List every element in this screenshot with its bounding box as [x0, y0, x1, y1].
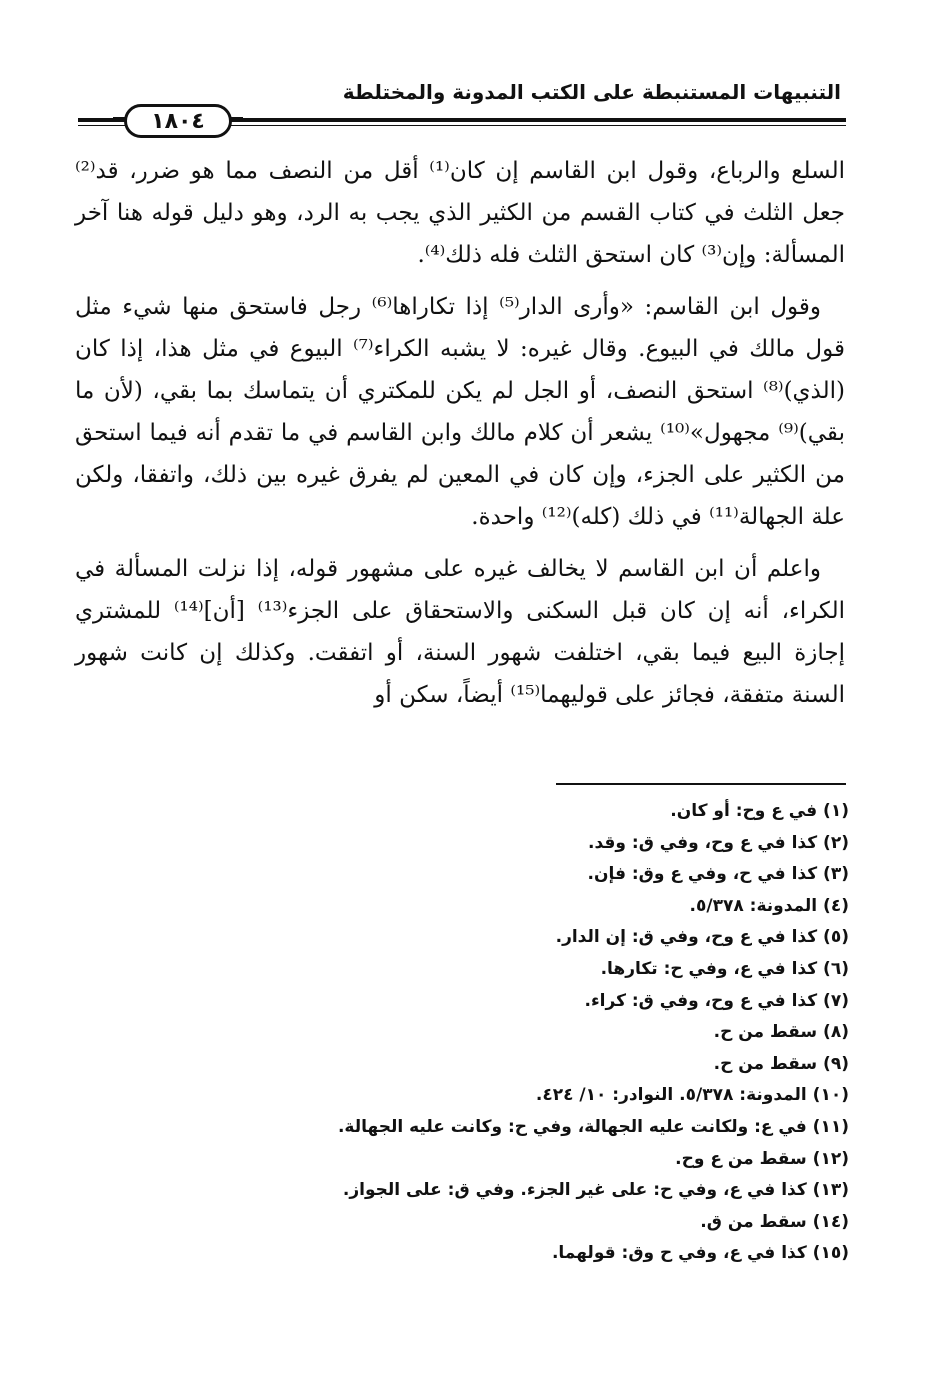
footnote-separator	[556, 783, 846, 785]
paragraph-3: واعلم أن ابن القاسم لا يخالف غيره على مشهور قوله، إذا نزلت المسألة في الكراء، أنه إن كان قبل السكنى والاستحقاق على الجزء⁽¹³⁾ [أن]⁽¹⁴⁾ للمشتري إجازة البيع فيما بقي، اختلفت شهور السنة، أو اتفقت. وكذلك إن كانت شهور السنة متفقة، فجائز على قوليهما⁽¹⁵⁾ أيضاً، سكن أو	[75, 556, 845, 708]
page-number-ornament-left	[113, 117, 125, 120]
footnote-3: (٣) كذا في ح، وفي ع وق: فإن.	[587, 864, 849, 885]
footnotes	[149, 796, 849, 1270]
footnote-7: (٧) كذا في ع وح، وفي ق: كراء.	[584, 990, 849, 1011]
page-number: ١٨٠٤	[151, 108, 205, 134]
footnote-2: (٢) كذا في ع وح، وفي ق: وقد.	[588, 832, 849, 853]
footnote-8: (٨) سقط من ح.	[713, 1022, 849, 1043]
footnote-6: (٦) كذا في ع، وفي ح: تكارها.	[600, 958, 849, 979]
paragraph-2: وقول ابن القاسم: «وأرى الدار⁽⁵⁾ إذا تكاراها⁽⁶⁾ رجل فاستحق منها شيء مثل قول مالك في البيوع. وقال غيره: لا يشبه الكراء⁽⁷⁾ البيوع في مثل هذا، إذا كان (الذي)⁽⁸⁾ استحق النصف، أو الجل لم يكن للمكتري أن يتماسك بما بقي، (لأن ما بقي)⁽⁹⁾ مجهول»⁽¹⁰⁾ يشعر أن كلام مالك وابن القاسم في ما تقدم أنه فيما استحق من الكثير على الجزء، وإن كان في المعين لم يفرق غيره بين ذلك، واتفقا، ولكن علة الجهالة⁽¹¹⁾ في ذلك (كله)⁽¹²⁾ واحدة.	[75, 294, 845, 530]
footnote-12: (١٢) سقط من ع وح.	[675, 1148, 849, 1169]
footnote-9: (٩) سقط من ح.	[713, 1053, 849, 1074]
paragraph-1: السلع والرباع، وقول ابن القاسم إن كان⁽¹⁾ أقل من النصف مما هو ضرر، قد⁽²⁾ جعل الثلث في كتاب القسم من الكثير الذي يجب به الرد، وهو دليل قوله هنا آخر المسألة: وإن⁽³⁾ كان استحق الثلث فله ذلك⁽⁴⁾.	[75, 158, 846, 268]
footnote-1: (١) في ع وح: أو كان.	[670, 801, 849, 821]
running-title: التنبيهات المستنبطة على الكتب المدونة والمختلطة	[342, 80, 841, 104]
page-number-ornament-right	[231, 117, 243, 120]
footnote-15: (١٥) كذا في ع، وفي ح وق: قولهما.	[551, 1243, 849, 1264]
footnote-11: (١١) في ع: ولكانت عليه الجهالة، وفي ح: وكانت عليه الجهالة.	[337, 1116, 849, 1137]
page-number-box	[124, 104, 232, 138]
footnote-5: (٥) كذا في ع وح، وفي ق: إن الدار.	[555, 927, 849, 948]
footnote-14: (١٤) سقط من ق.	[700, 1211, 849, 1232]
footnote-13: (١٣) كذا في ع، وفي ح: على غير الجزء. وفي ق: على الجواز.	[342, 1180, 849, 1201]
footnote-10: (١٠) المدونة: ٥/٣٧٨. النوادر: ١٠/ ٤٢٤.	[535, 1085, 849, 1106]
main-text	[75, 150, 845, 726]
footnote-4: (٤) المدونة: ٥/٣٧٨.	[689, 895, 849, 916]
